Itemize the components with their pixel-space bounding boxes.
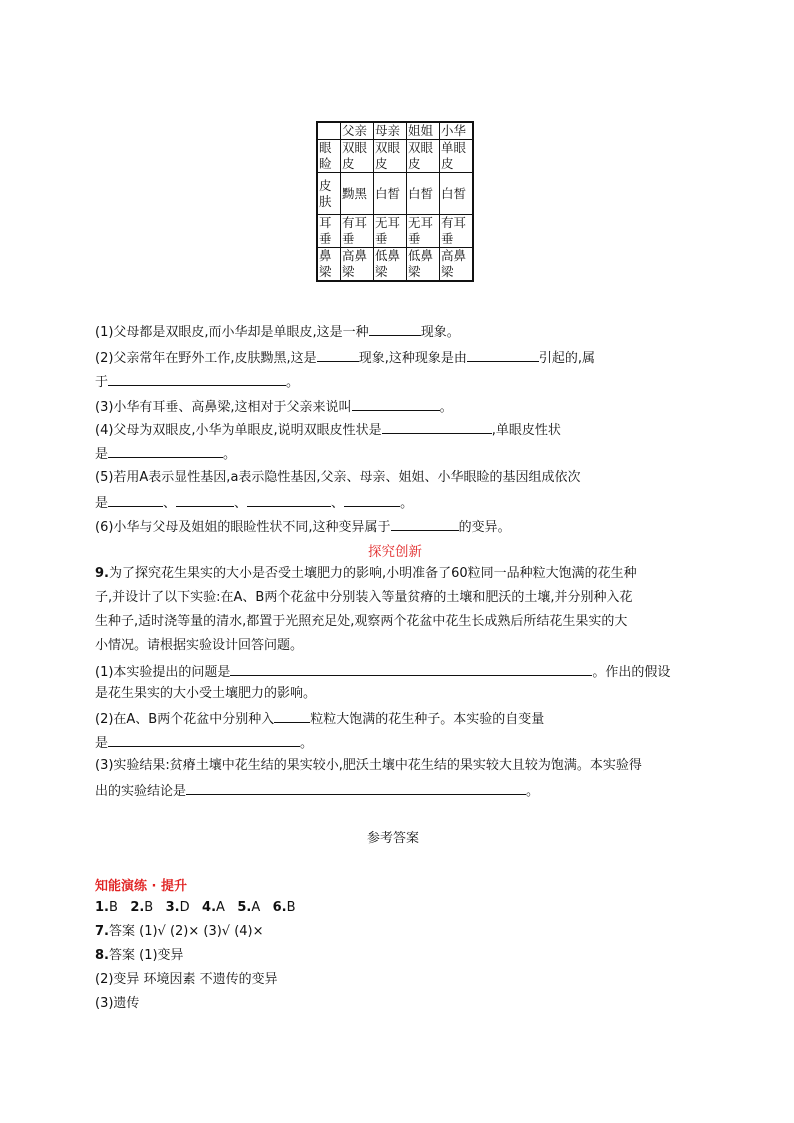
q8-part2: [95, 349, 595, 367]
answer-blank[interactable]: [108, 734, 300, 747]
answers-line1: [95, 900, 296, 916]
q8-part5: [95, 470, 581, 486]
row-label: 鼻梁: [317, 248, 341, 282]
answer-blank[interactable]: [369, 323, 421, 336]
q8-p5-cont-text: 是: [95, 496, 109, 511]
q9-text: 为了探究花生果实的大小是否受土壤肥力的影响,小明准备了60粒同一品种粒大饱满的花生种: [108, 566, 637, 581]
q8-p2-cont-text: 于: [95, 375, 109, 390]
answers-line-q8-3: (3)遗传: [95, 996, 140, 1011]
table-row: [317, 140, 473, 173]
answer-blank[interactable]: [108, 494, 163, 507]
table-row: [317, 248, 473, 282]
table-cell: 白皙: [440, 173, 474, 215]
table-cell: 低鼻梁: [374, 248, 407, 282]
q9-sub2-cont: [95, 734, 313, 752]
table-cell: 无耳垂: [407, 215, 440, 248]
q8-p3-end: 。: [439, 400, 453, 415]
answer-blank[interactable]: [382, 421, 492, 434]
table-cell: 无耳垂: [374, 215, 407, 248]
q9-number: 9.: [95, 566, 109, 581]
q8-p5-end: 。: [400, 496, 414, 511]
table-cell: 低鼻梁: [407, 248, 440, 282]
q9-sub2: [95, 710, 544, 728]
section-title-explore: 探究创新: [368, 544, 422, 560]
separator: 、: [331, 496, 345, 511]
answer-number: 7.: [95, 924, 109, 939]
table-cell: 双眼皮: [407, 140, 440, 173]
answer-blank[interactable]: [344, 494, 400, 507]
q8-p4-cont-text: 是: [95, 447, 109, 462]
q9-sub1: [95, 663, 670, 681]
answer-number: 2.: [130, 900, 145, 915]
q9-sub1-text: (1)本实验提出的问题是: [95, 665, 231, 680]
answer-value: 答案 (1)变异: [108, 948, 184, 963]
answers-section-title: 知能演练 · 提升: [95, 879, 187, 894]
answer-value: A: [216, 900, 225, 915]
q9-line4: 小情况。请根据实验设计回答问题。: [95, 638, 304, 653]
answer-blank[interactable]: [230, 663, 592, 676]
q8-p1-tail: 现象。: [420, 325, 460, 340]
answer-blank[interactable]: [247, 494, 331, 507]
row-label: 眼睑: [317, 140, 341, 173]
trait-table: [316, 121, 474, 282]
answer-blank[interactable]: [391, 518, 459, 531]
q9-line3: 生种子,适时浇等量的清水,都置于光照充足处,观察两个花盆中花生长成熟后所结花生果实的大: [95, 614, 628, 629]
q9-line2: 子,并设计了以下实验:在A、B两个花盆中分别装入等量贫瘠的土壤和肥沃的土壤,并分别种入花: [95, 590, 633, 605]
table-header-cell: [317, 122, 341, 140]
answers-line-q8: [95, 948, 184, 964]
table-cell: 双眼皮: [341, 140, 374, 173]
answers-line-q8-2: (2)变异 环境因素 不遗传的变异: [95, 972, 278, 987]
q8-part5-cont: [95, 494, 413, 512]
table-cell: 双眼皮: [374, 140, 407, 173]
q8-part3: [95, 398, 453, 416]
answer-value: 答案 (1)√ (2)× (3)√ (4)×: [108, 924, 264, 939]
row-label: 耳垂: [317, 215, 341, 248]
q9-sub2-cont-text: 是: [95, 736, 109, 751]
q9-line1: [95, 566, 637, 582]
q9-sub2-text: (2)在A、B两个花盆中分别种入: [95, 712, 275, 727]
separator: 、: [234, 496, 248, 511]
q8-p2-tail: 引起的,属: [538, 351, 595, 366]
answer-number: 5.: [237, 900, 252, 915]
table-header-cell: 父亲: [341, 122, 374, 140]
answers-line-q7: [95, 924, 264, 940]
q8-p4-text: (4)父母为双眼皮,小华为单眼皮,说明双眼皮性状是: [95, 423, 382, 438]
table-header-cell: 姐姐: [407, 122, 440, 140]
q8-p4-end: 。: [223, 447, 237, 462]
answer-blank[interactable]: [176, 494, 234, 507]
q8-p4-mid: ,单眼皮性状: [491, 423, 561, 438]
answer-value: D: [179, 900, 190, 915]
answer-number: 8.: [95, 948, 109, 963]
answer-blank[interactable]: [108, 445, 223, 458]
table-cell: 单眼皮: [440, 140, 474, 173]
table-header-cell: 小华: [440, 122, 474, 140]
q8-part6: [95, 518, 511, 536]
answer-blank[interactable]: [274, 710, 310, 723]
answer-number: 3.: [165, 900, 180, 915]
q8-part4-cont: [95, 445, 236, 463]
q8-part4: [95, 421, 561, 439]
q8-p1-text: (1)父母都是双眼皮,而小华却是单眼皮,这是一种: [95, 325, 369, 340]
answer-blank[interactable]: [186, 782, 526, 795]
q9-sub1-tail: 。作出的假设: [592, 665, 671, 680]
answer-value: A: [251, 900, 261, 915]
table-cell: 有耳垂: [440, 215, 474, 248]
table-header-row: [317, 122, 473, 140]
q9-sub3-cont: [95, 782, 539, 800]
answer-value: B: [286, 900, 296, 915]
q8-p5-text: (5)若用A表示显性基因,a表示隐性基因,父亲、母亲、姐姐、小华眼睑的基因组成依次: [95, 470, 581, 485]
q8-p6-end: 的变异。: [458, 520, 511, 535]
table-cell: 白皙: [374, 173, 407, 215]
table-header-cell: 母亲: [374, 122, 407, 140]
q8-part2-cont: [95, 373, 299, 391]
answer-number: 4.: [202, 900, 217, 915]
answer-blank[interactable]: [467, 349, 539, 362]
q8-p3-text: (3)小华有耳垂、高鼻梁,这相对于父亲来说叫: [95, 400, 352, 415]
q8-p2-text: (2)父亲常年在野外工作,皮肤黝黑,这是: [95, 351, 317, 366]
table-cell: 黝黑: [341, 173, 374, 215]
answer-value: B: [144, 900, 154, 915]
separator: 、: [163, 496, 177, 511]
q8-part1: [95, 323, 460, 341]
q8-p6-text: (6)小华与父母及姐姐的眼睑性状不同,这种变异属于: [95, 520, 391, 535]
q9-sub2-end: 。: [300, 736, 314, 751]
table-cell: 白皙: [407, 173, 440, 215]
answer-blank[interactable]: [108, 373, 286, 386]
answers-title: 参考答案: [367, 831, 420, 846]
answer-blank[interactable]: [352, 398, 440, 411]
table-row: [317, 215, 473, 248]
table-cell: 高鼻梁: [341, 248, 374, 282]
q8-p2-end: 。: [286, 375, 300, 390]
table-cell: 有耳垂: [341, 215, 374, 248]
q8-p2-mid: 现象,这种现象是由: [358, 351, 467, 366]
q9-sub1-cont: 是花生果实的大小受土壤肥力的影响。: [95, 686, 317, 701]
row-label: 皮肤: [317, 173, 341, 215]
q9-sub3-end: 。: [526, 784, 540, 799]
q9-sub2-tail: 粒粒大饱满的花生种子。本实验的自变量: [310, 712, 545, 727]
q9-sub3-cont-text: 出的实验结论是: [95, 784, 187, 799]
answer-number: 6.: [272, 900, 287, 915]
answer-number: 1.: [95, 900, 109, 915]
table-row: [317, 173, 473, 215]
q9-sub3: (3)实验结果:贫瘠土壤中花生结的果实较小,肥沃土壤中花生结的果实较大且较为饱满。本实验得: [95, 758, 642, 773]
table-cell: 高鼻梁: [440, 248, 474, 282]
answer-blank[interactable]: [317, 349, 359, 362]
answer-value: B: [108, 900, 118, 915]
